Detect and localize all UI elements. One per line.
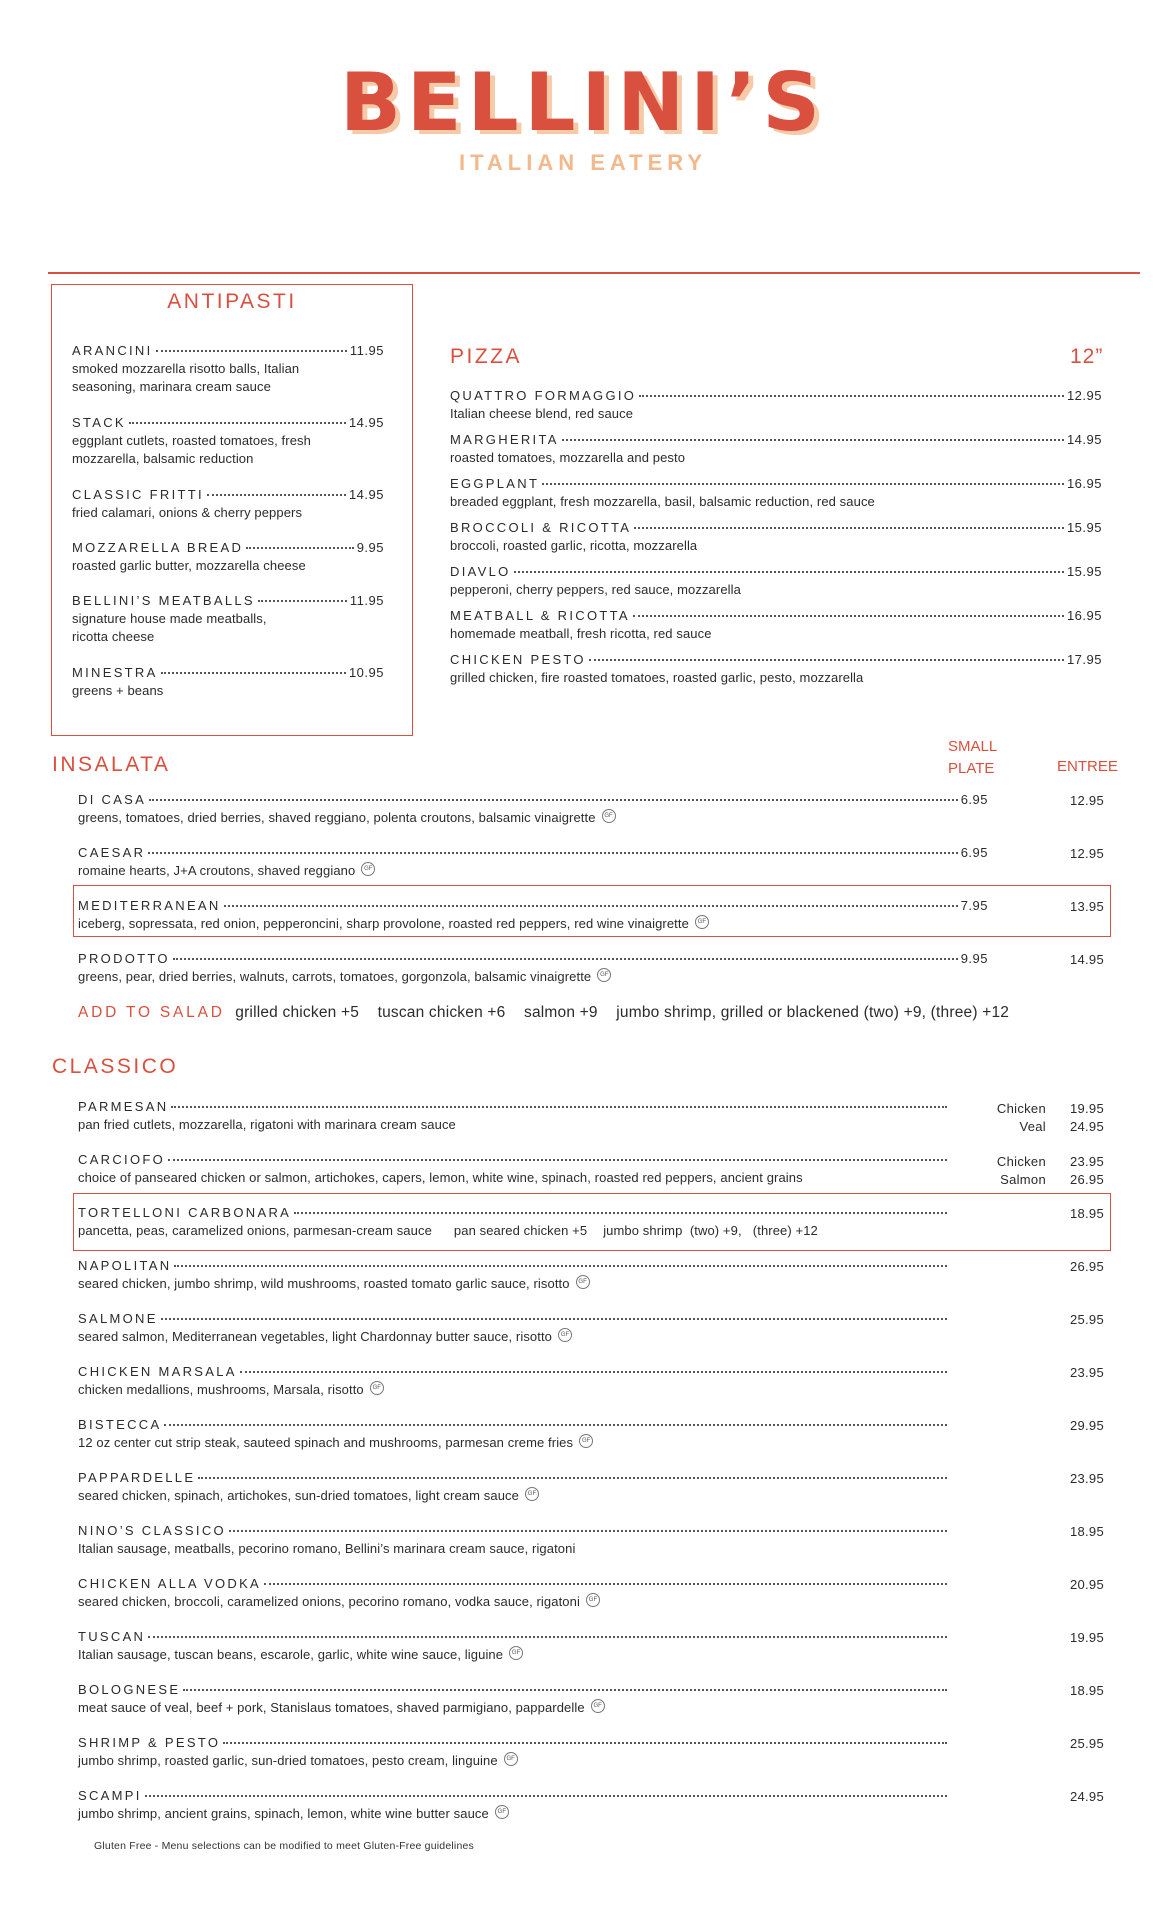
item-price-small: 6.95 [960, 792, 988, 807]
menu-item [450, 388, 1102, 423]
gluten-free-icon: GF [495, 1805, 509, 1819]
salad-item [78, 792, 988, 827]
entree-item [78, 1523, 950, 1558]
gluten-free-icon: GF [509, 1646, 523, 1660]
item-description: 12 oz center cut strip steak, sauteed spinach and mushrooms, parmesan creme fries [78, 1435, 574, 1450]
item-price: 10.95 [348, 665, 384, 680]
item-name: MEATBALL & RICOTTA [450, 608, 630, 623]
column-header-small-plate [948, 736, 997, 780]
menu-item [450, 564, 1102, 599]
item-name: SCAMPI [78, 1788, 142, 1803]
menu-item [72, 343, 384, 396]
item-name: CAESAR [78, 845, 146, 860]
dot-leader [223, 1742, 947, 1744]
entree-item [78, 1311, 950, 1346]
antipasti-title: ANTIPASTI [167, 290, 297, 313]
item-name: SALMONE [78, 1311, 158, 1326]
item-description: pancetta, peas, caramelized onions, parmesan-cream sauce [78, 1223, 432, 1238]
entree-item [78, 1364, 950, 1399]
gluten-free-icon: GF [576, 1275, 590, 1289]
item-name: CLASSIC FRITTI [72, 487, 204, 502]
item-price: 18.95 [1069, 1524, 1104, 1539]
item-price-entree: 12.95 [1069, 846, 1104, 861]
menu-item [450, 476, 1102, 511]
protein-options [970, 1153, 1046, 1189]
dot-leader [161, 1318, 947, 1320]
item-name: TORTELLONI CARBONARA [78, 1205, 292, 1220]
entree-item [78, 1576, 950, 1611]
item-name: DI CASA [78, 792, 147, 807]
dot-leader [183, 1689, 947, 1691]
item-name: CHICKEN ALLA VODKA [78, 1576, 262, 1591]
dot-leader [207, 494, 346, 496]
item-price: 12.95 [1066, 388, 1102, 403]
tagline: ITALIAN EATERY [458, 150, 708, 175]
item-description: iceberg, sopressata, red onion, pepperoncini, sharp provolone, roasted red peppers, red wine vinaigrette [78, 916, 689, 931]
gluten-free-icon: GF [370, 1381, 384, 1395]
item-price-small: 6.95 [960, 845, 988, 860]
item-name: CHICKEN PESTO [450, 652, 586, 667]
item-price-small: 7.95 [960, 898, 988, 913]
dot-leader [264, 1583, 947, 1585]
dot-leader [198, 1477, 947, 1479]
item-description: pepperoni, cherry peppers, red sauce, mozzarella [450, 582, 741, 597]
gluten-free-icon: GF [579, 1434, 593, 1448]
dot-leader [164, 1424, 947, 1426]
item-name: PAPPARDELLE [78, 1470, 196, 1485]
entree-item [78, 1205, 950, 1240]
add-on-option: jumbo shrimp, grilled or blackened (two) +9, (three) +12 [616, 1004, 1010, 1021]
item-price: 17.95 [1066, 652, 1102, 667]
protein-option: Chicken [996, 1154, 1046, 1169]
item-price: 24.95 [1069, 1119, 1104, 1134]
item-description: seared chicken, spinach, artichokes, sun-dried tomatoes, light cream sauce [78, 1488, 519, 1503]
add-to-salad-line [78, 1004, 1009, 1022]
item-description: homemade meatball, fresh ricotta, red sauce [450, 626, 712, 641]
dot-leader [634, 527, 1064, 529]
dot-leader [542, 483, 1064, 485]
item-name: CHICKEN MARSALA [78, 1364, 237, 1379]
dot-leader [149, 799, 958, 801]
menu-item [72, 487, 384, 522]
item-description: chicken medallions, mushrooms, Marsala, risotto [78, 1382, 364, 1397]
dot-leader [148, 1636, 947, 1638]
menu-item [450, 520, 1102, 555]
item-description: choice of panseared chicken or salmon, artichokes, capers, lemon, white wine, spinach, roasted red peppers, ancient grains [78, 1170, 803, 1185]
item-description: meat sauce of veal, beef + pork, Stanislaus tomatoes, shaved parmigiano, pappardelle [78, 1700, 585, 1715]
item-name: BISTECCA [78, 1417, 162, 1432]
item-name: NAPOLITAN [78, 1258, 172, 1273]
dot-leader [156, 350, 347, 352]
dot-leader [224, 905, 958, 907]
gluten-free-icon: GF [586, 1593, 600, 1607]
item-description: eggplant cutlets, roasted tomatoes, fresh mozzarella, balsamic reduction [72, 433, 311, 466]
gluten-free-icon: GF [602, 809, 616, 823]
item-description: breaded eggplant, fresh mozzarella, basil, balsamic reduction, red sauce [450, 494, 875, 509]
pizza-size: 12” [1070, 345, 1104, 368]
item-description: roasted garlic butter, mozzarella cheese [72, 558, 306, 573]
dot-leader [589, 659, 1064, 661]
item-price: 18.95 [1069, 1683, 1104, 1698]
item-name: BELLINI’S MEATBALLS [72, 593, 255, 608]
item-name: QUATTRO FORMAGGIO [450, 388, 637, 403]
item-name: MEDITERRANEAN [78, 898, 221, 913]
item-description: seared salmon, Mediterranean vegetables, light Chardonnay butter sauce, risotto [78, 1329, 553, 1344]
dot-leader [246, 547, 354, 549]
item-price: 14.95 [348, 415, 384, 430]
item-description: roasted tomatoes, mozzarella and pesto [450, 450, 686, 465]
menu-item [72, 593, 384, 646]
dot-leader [129, 422, 346, 424]
dot-leader [148, 852, 957, 854]
item-price: 25.95 [1069, 1312, 1104, 1327]
item-description: jumbo shrimp, roasted garlic, sun-dried tomatoes, pesto cream, linguine [78, 1753, 498, 1768]
add-on-option: salmon +9 [524, 1004, 598, 1021]
item-price: 15.95 [1066, 564, 1102, 579]
salad-item [78, 898, 988, 933]
dot-leader [168, 1159, 947, 1161]
item-extra: jumbo shrimp (two) +9, (three) +12 [603, 1223, 818, 1238]
item-price-entree: 13.95 [1069, 899, 1104, 914]
item-description: jumbo shrimp, ancient grains, spinach, lemon, white wine butter sauce [78, 1806, 489, 1821]
item-name: MARGHERITA [450, 432, 559, 447]
item-prices [1040, 1100, 1104, 1136]
item-price: 25.95 [1069, 1736, 1104, 1751]
menu-item [450, 652, 1102, 687]
column-header-line: SMALL [948, 738, 998, 755]
item-price: 14.95 [348, 487, 384, 502]
entree-item [78, 1417, 950, 1452]
item-price: 9.95 [356, 540, 384, 555]
gluten-free-icon: GF [597, 968, 611, 982]
item-name: DIAVLO [450, 564, 511, 579]
entree-item [78, 1682, 950, 1717]
item-price: 11.95 [349, 593, 384, 608]
dot-leader [562, 439, 1064, 441]
item-extra: pan seared chicken +5 [453, 1223, 588, 1238]
item-price: 19.95 [1069, 1101, 1104, 1116]
item-price-entree: 14.95 [1069, 952, 1104, 967]
item-price: 16.95 [1066, 476, 1102, 491]
dot-leader [173, 958, 958, 960]
dot-leader [240, 1371, 947, 1373]
item-description: signature house made meatballs, ricotta cheese [72, 611, 267, 644]
item-name: TUSCAN [78, 1629, 146, 1644]
item-price: 20.95 [1069, 1577, 1104, 1592]
item-name: CARCIOFO [78, 1152, 166, 1167]
pizza-title: PIZZA [450, 345, 523, 368]
item-price: 26.95 [1069, 1259, 1104, 1274]
item-description: romaine hearts, J+A croutons, shaved reggiano [78, 863, 356, 878]
item-name: PRODOTTO [78, 951, 170, 966]
dot-leader [258, 600, 347, 602]
gluten-free-icon: GF [504, 1752, 518, 1766]
item-description: fried calamari, onions & cherry peppers [72, 505, 303, 520]
add-to-salad-label: ADD TO SALAD [78, 1004, 225, 1021]
item-description: greens, pear, dried berries, walnuts, carrots, tomatoes, gorgonzola, balsamic vinaigrette [78, 969, 592, 984]
item-name: MINESTRA [72, 665, 158, 680]
dot-leader [145, 1795, 947, 1797]
brand-logo: BELLINI’S [339, 56, 827, 149]
menu-item [72, 540, 384, 575]
entree-item [78, 1152, 950, 1187]
menu-item [450, 432, 1102, 467]
item-description: grilled chicken, fire roasted tomatoes, roasted garlic, pesto, mozzarella [450, 670, 864, 685]
item-description: Italian cheese blend, red sauce [450, 406, 634, 421]
item-description: Italian sausage, tuscan beans, escarole, garlic, white wine sauce, liguine [78, 1647, 504, 1662]
item-description: broccoli, roasted garlic, ricotta, mozzarella [450, 538, 698, 553]
gluten-free-icon: GF [591, 1699, 605, 1713]
item-description: seared chicken, jumbo shrimp, wild mushrooms, roasted tomato garlic sauce, risotto [78, 1276, 570, 1291]
dot-leader [294, 1212, 947, 1214]
salad-item [78, 845, 988, 880]
insalata-title: INSALATA [52, 753, 171, 776]
protein-option: Chicken [996, 1101, 1046, 1116]
protein-option: Salmon [1000, 1172, 1046, 1187]
item-name: STACK [72, 415, 126, 430]
item-name: BOLOGNESE [78, 1682, 181, 1697]
gluten-free-footnote: Gluten Free - Menu selections can be modified to meet Gluten-Free guidelines [94, 1840, 474, 1852]
item-name: SHRIMP & PESTO [78, 1735, 221, 1750]
item-price: 23.95 [1069, 1471, 1104, 1486]
item-price: 29.95 [1069, 1418, 1104, 1433]
item-name: BROCCOLI & RICOTTA [450, 520, 632, 535]
item-name: PARMESAN [78, 1099, 169, 1114]
item-name: NINO’S CLASSICO [78, 1523, 226, 1538]
entree-item [78, 1470, 950, 1505]
add-on-option: tuscan chicken +6 [377, 1004, 506, 1021]
item-name: EGGPLANT [450, 476, 540, 491]
dot-leader [171, 1106, 947, 1108]
gluten-free-icon: GF [695, 915, 709, 929]
item-price: 14.95 [1066, 432, 1102, 447]
item-price: 11.95 [349, 343, 384, 358]
item-name: ARANCINI [72, 343, 153, 358]
item-description: Italian sausage, meatballs, pecorino romano, Bellini’s marinara cream sauce, rigatoni [78, 1541, 576, 1556]
entree-item [78, 1258, 950, 1293]
item-price: 18.95 [1069, 1206, 1104, 1221]
classico-title: CLASSICO [52, 1055, 179, 1078]
add-on-option: grilled chicken +5 [235, 1004, 360, 1021]
gluten-free-icon: GF [558, 1328, 572, 1342]
item-price-entree: 12.95 [1069, 793, 1104, 808]
item-price: 23.95 [1069, 1154, 1104, 1169]
dot-leader [514, 571, 1064, 573]
header-divider [48, 272, 1140, 274]
protein-option: Veal [1019, 1119, 1046, 1134]
dot-leader [174, 1265, 947, 1267]
gluten-free-icon: GF [525, 1487, 539, 1501]
item-price: 24.95 [1069, 1789, 1104, 1804]
menu-item [450, 608, 1102, 643]
dot-leader [161, 672, 346, 674]
item-description: smoked mozzarella risotto balls, Italian seasoning, marinara cream sauce [72, 361, 300, 394]
item-description: pan fried cutlets, mozzarella, rigatoni with marinara cream sauce [78, 1117, 456, 1132]
item-price: 23.95 [1069, 1365, 1104, 1380]
gluten-free-icon: GF [361, 862, 375, 876]
entree-item [78, 1099, 950, 1134]
menu-item [72, 665, 384, 700]
item-name: MOZZARELLA BREAD [72, 540, 244, 555]
item-price: 16.95 [1066, 608, 1102, 623]
entree-item [78, 1788, 950, 1823]
column-header-entree: ENTREE [1057, 758, 1118, 775]
item-description: seared chicken, broccoli, caramelized onions, pecorino romano, vodka sauce, rigatoni [78, 1594, 580, 1609]
menu-item [72, 415, 384, 468]
item-description: greens + beans [72, 683, 164, 698]
item-price: 15.95 [1066, 520, 1102, 535]
salad-item [78, 951, 988, 986]
item-prices [1040, 1153, 1104, 1189]
item-price-small: 9.95 [960, 951, 988, 966]
protein-options [970, 1100, 1046, 1136]
column-header-line: PLATE [948, 760, 995, 777]
item-price: 26.95 [1069, 1172, 1104, 1187]
dot-leader [633, 615, 1064, 617]
item-price: 19.95 [1069, 1630, 1104, 1645]
item-description: greens, tomatoes, dried berries, shaved reggiano, polenta croutons, balsamic vinaigrette [78, 810, 596, 825]
entree-item [78, 1629, 950, 1664]
dot-leader [229, 1530, 947, 1532]
dot-leader [639, 395, 1064, 397]
entree-item [78, 1735, 950, 1770]
